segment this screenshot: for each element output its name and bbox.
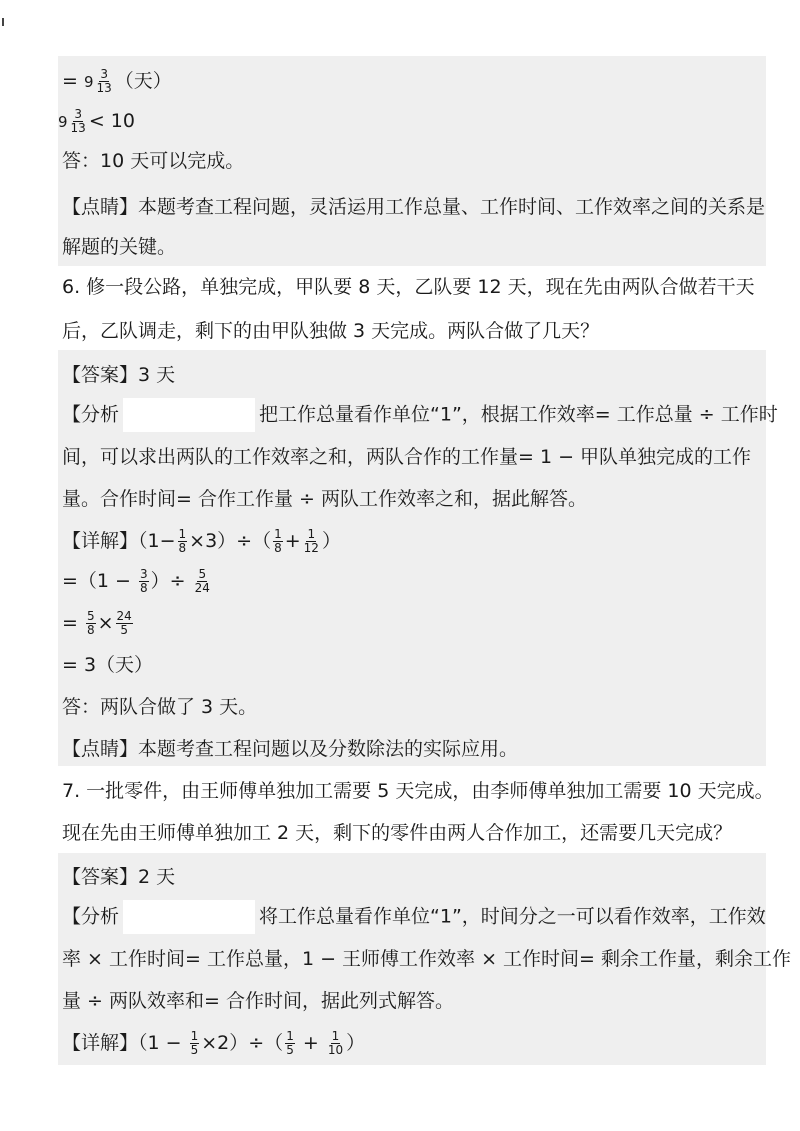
fraction: $\frac{5}{24}$	[194, 567, 210, 595]
fraction: $\frac{1}{8}$	[274, 527, 282, 555]
detail-6-step3: = $\frac{5}{8}$ × $\frac{24}{5}$	[62, 609, 132, 637]
eq-suffix: （天）	[114, 70, 172, 92]
analysis-7-line3: 量 ÷ 两队效率和= 合作时间，据此列式解答。	[62, 990, 454, 1012]
redacted-box	[123, 900, 255, 934]
detail-7-step1: 【详解】（1 − $\frac{1}{5}$ ×2）÷（ $\frac{1}{5}$ + $\frac{1}{10}$ ）	[62, 1029, 366, 1057]
question-6-line1: 6. 修一段公路，单独完成，甲队要 8 天，乙队要 12 天，现在先由两队合做若干天	[62, 276, 755, 298]
analysis-6-line3: 量。合作时间= 合作工作量 ÷ 两队工作效率之和，据此解答。	[62, 488, 587, 510]
detail-6-step2: =（1 − $\frac{3}{8}$ ）÷ $\frac{5}{24}$	[62, 567, 210, 595]
question-6-line2: 后，乙队调走，剩下的由甲队独做 3 天完成。两队合做了几天？	[62, 320, 600, 342]
eq-prefix: =	[62, 70, 84, 92]
detail-label: 【详解】	[62, 1032, 139, 1054]
note-5-line2: 解题的关键。	[62, 236, 177, 258]
question-7-line2: 现在先由王师傅单独加工 2 天，剩下的零件由两人合作加工，还需要几天完成？	[62, 822, 733, 844]
detail-6-step4: = 3（天）	[62, 654, 154, 676]
analysis-6-line2: 间，可以求出两队的工作效率之和，两队合作的工作量= 1 − 甲队单独完成的工作	[62, 446, 752, 468]
comparison-line	[58, 106, 135, 137]
fraction: $\frac{1}{5}$	[286, 1029, 294, 1057]
fraction: $\frac{5}{8}$	[86, 609, 95, 637]
mixed-whole: 9	[58, 113, 68, 131]
fraction: $\frac{1}{5}$	[190, 1029, 199, 1057]
analysis-label: 【分析	[62, 905, 120, 928]
analysis-7-line1	[62, 900, 766, 934]
fraction: $\frac{24}{5}$	[116, 609, 132, 637]
detail-6-step1: 【详解】（1− $\frac{1}{8}$ ×3）÷（ $\frac{1}{8}$ + $\frac{1}{12}$ ）	[62, 527, 341, 555]
analysis-label: 【分析	[62, 403, 120, 426]
analysis-6-line1	[62, 398, 778, 432]
answer-5: 答：10 天可以完成。	[62, 150, 245, 172]
analysis-text: 把工作总量看作单位“1”，根据工作效率= 工作总量 ÷ 工作时	[259, 403, 778, 426]
equation-line	[62, 66, 172, 97]
note-6: 【点睛】本题考查工程问题以及分数除法的实际应用。	[62, 738, 519, 760]
answer-6-final: 答：两队合做了 3 天。	[62, 696, 258, 718]
mixed-whole: 9	[83, 73, 94, 91]
fraction: $\frac{1}{8}$	[178, 527, 187, 555]
answer-7: 【答案】2 天	[62, 866, 176, 888]
note-5-line1: 【点睛】本题考查工程问题，灵活运用工作总量、工作时间、工作效率之间的关系是	[62, 196, 766, 218]
analysis-7-line2: 率 × 工作时间= 工作总量，1 − 王师傅工作效率 × 工作时间= 剩余工作量，剩余工作	[62, 948, 792, 970]
redacted-box	[123, 398, 255, 432]
answer-6: 【答案】3 天	[62, 364, 176, 386]
fraction: $\frac{3}{13}$	[96, 67, 112, 95]
scan-mark	[2, 18, 4, 26]
analysis-text: 将工作总量看作单位“1”，时间分之一可以看作效率，工作效	[259, 905, 766, 928]
question-7-line1: 7. 一批零件，由王师傅单独加工需要 5 天完成，由李师傅单独加工需要 10 天完成。	[62, 780, 774, 802]
fraction: $\frac{3}{8}$	[140, 567, 148, 595]
fraction: $\frac{3}{13}$	[70, 107, 86, 135]
fraction: $\frac{1}{10}$	[327, 1029, 344, 1057]
detail-label: 【详解】	[62, 530, 139, 552]
fraction: $\frac{1}{12}$	[303, 527, 319, 555]
comparison-text: < 10	[88, 110, 135, 132]
